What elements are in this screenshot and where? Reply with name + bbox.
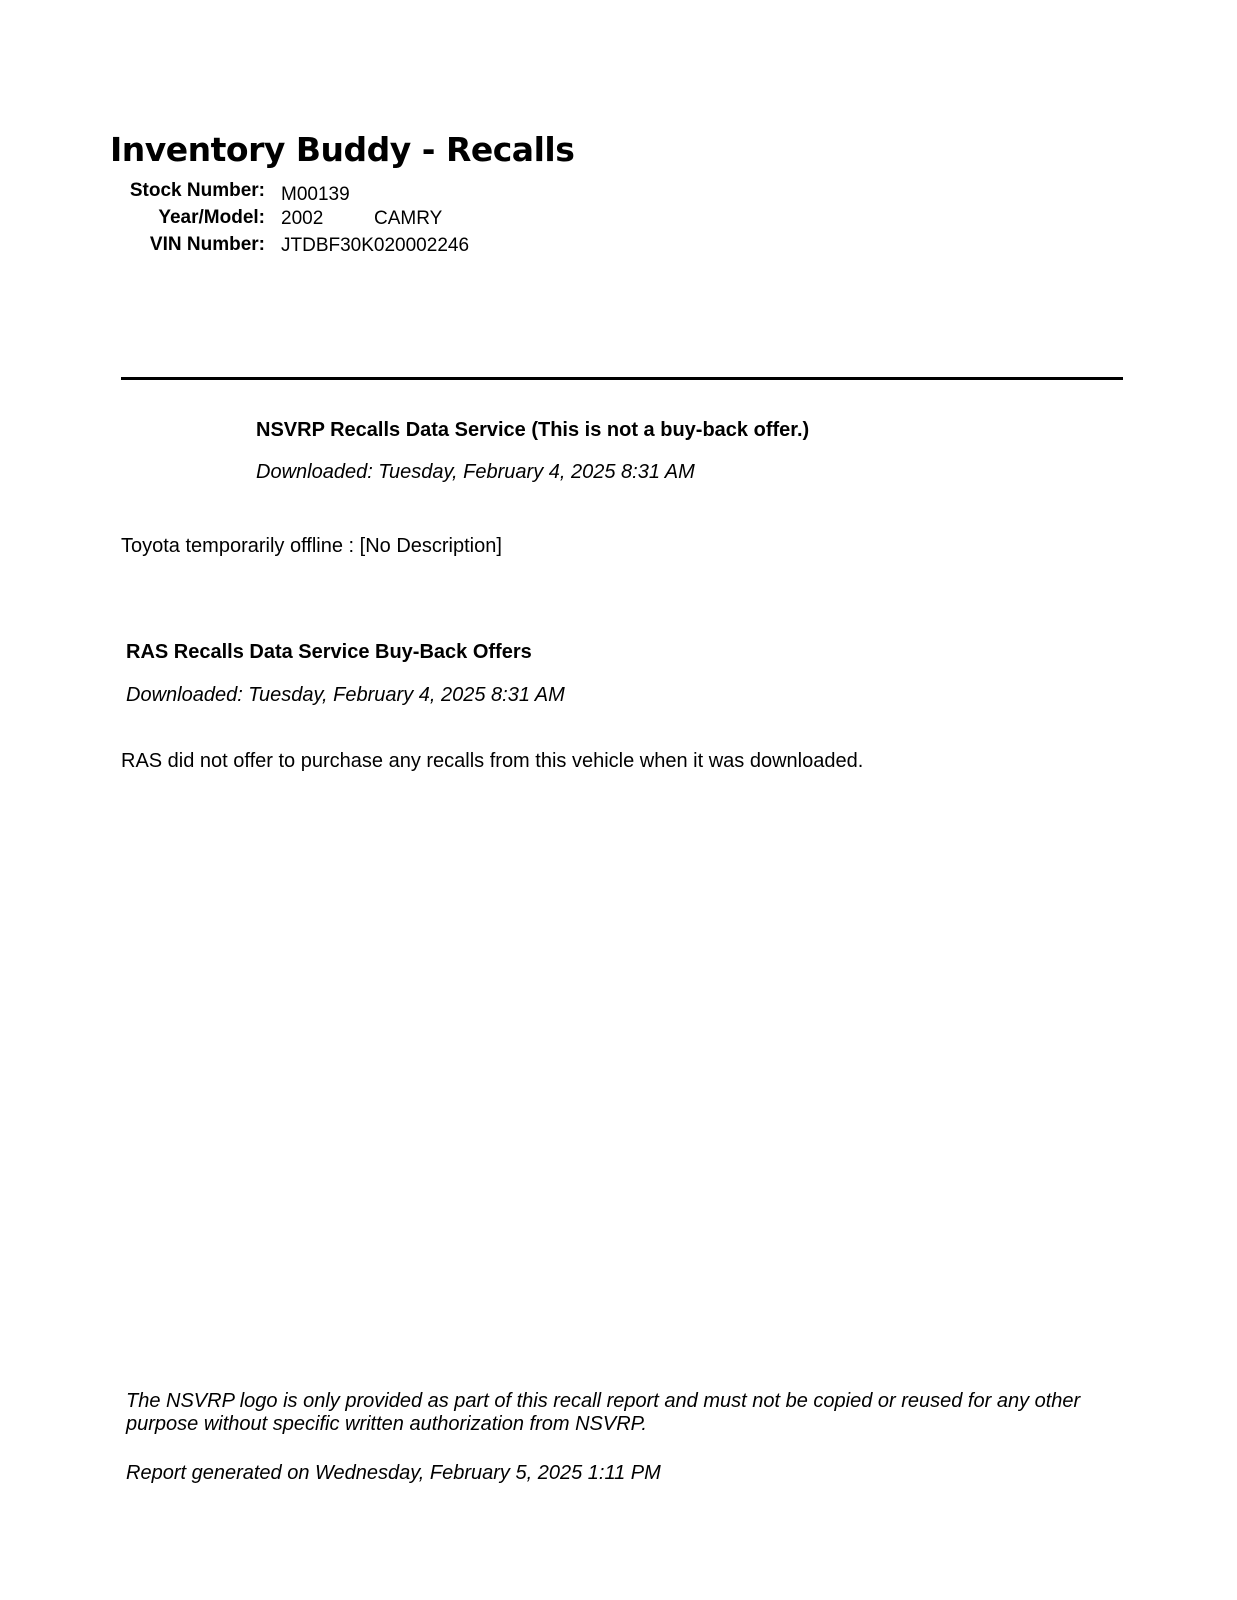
logo-disclaimer: The NSVRP logo is only provided as part of this recall report and must not be copied or reused for any other purpose without specific written authorization from NSVRP. bbox=[126, 1390, 1081, 1435]
year-value: 2002 bbox=[281, 208, 324, 229]
year-model-label: Year/Model: bbox=[158, 207, 265, 228]
vin-number-value: JTDBF30K020002246 bbox=[281, 235, 470, 256]
ras-downloaded-timestamp: Downloaded: Tuesday, February 4, 2025 8:31 AM bbox=[126, 684, 565, 706]
report-generated-timestamp: Report generated on Wednesday, February 5, 2025 1:11 PM bbox=[126, 1462, 661, 1484]
stock-number-label: Stock Number: bbox=[129, 180, 265, 201]
stock-number-value: M00139 bbox=[281, 184, 350, 205]
vin-number-label: VIN Number: bbox=[149, 234, 265, 255]
report-title: Inventory Buddy - Recalls bbox=[110, 130, 575, 169]
ras-heading: RAS Recalls Data Service Buy-Back Offers bbox=[126, 641, 532, 663]
nsvrp-status-message: Toyota temporarily offline : [No Description] bbox=[121, 535, 502, 557]
ras-status-message: RAS did not offer to purchase any recalls from this vehicle when it was downloaded. bbox=[121, 750, 864, 772]
nsvrp-downloaded-timestamp: Downloaded: Tuesday, February 4, 2025 8:31 AM bbox=[256, 461, 695, 483]
section-divider bbox=[121, 377, 1123, 380]
nsvrp-heading: NSVRP Recalls Data Service (This is not a buy-back offer.) bbox=[256, 419, 810, 441]
model-value: CAMRY bbox=[374, 208, 443, 229]
